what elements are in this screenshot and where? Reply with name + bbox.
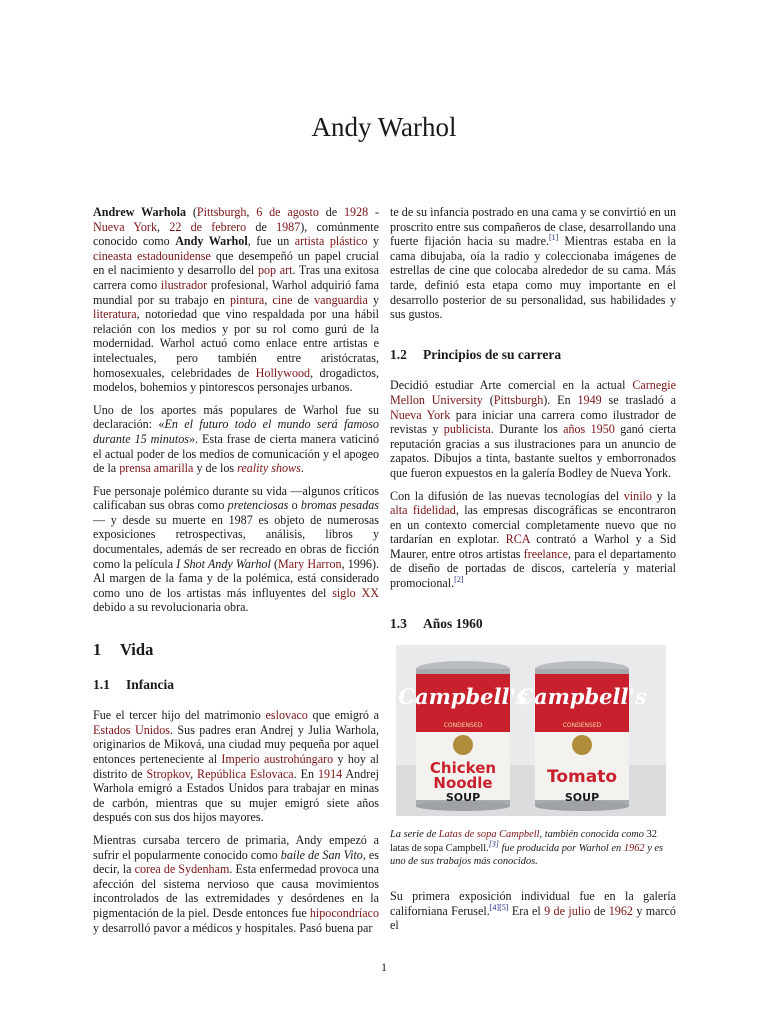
subject-short-name: Andy Warhol — [175, 234, 248, 249]
principios-paragraph-1: Decidió estudiar Arte comercial en la actual Carnegie Mellon University (Pittsburgh). En 1949 se trasladó a Nueva York para iniciar una carrera como ilustrador de revistas y publicista. Durante los años 1950 ganó cierta reputación gracias a sus ilustraciones para un anuncio de zapatos. Dibujos a tinta, bastante sueltos y emborronados que fueron expuestos en la galería Bodley de Nueva York. — [390, 378, 677, 480]
link-hollywood[interactable]: Hollywood — [255, 365, 311, 380]
link-republica-eslovaca[interactable]: República Eslovaca — [197, 766, 294, 781]
link-22-febrero[interactable]: 22 de febrero — [169, 219, 247, 234]
reference-3[interactable]: [3] — [488, 839, 499, 849]
svg-text:Tomato: Tomato — [546, 767, 618, 788]
film-title: I Shot Andy Warhol — [176, 556, 271, 571]
svg-text:CONDENSED: CONDENSED — [443, 722, 483, 730]
link-literatura[interactable]: literatura — [93, 307, 137, 322]
link-siglo-xx[interactable]: siglo XX — [332, 585, 379, 600]
svg-text:Campbell's: Campbell's — [398, 684, 528, 710]
link-pittsburgh[interactable]: Pittsburgh — [196, 205, 247, 219]
svg-text:Chicken: Chicken — [429, 759, 497, 778]
link-pop-art[interactable]: pop art — [257, 263, 293, 278]
left-column — [93, 205, 379, 943]
link-publicista[interactable]: publicista — [443, 422, 491, 437]
link-reality-shows[interactable]: reality shows — [237, 461, 301, 476]
svg-text:Noodle: Noodle — [433, 774, 493, 793]
svg-text:SOUP: SOUP — [564, 791, 600, 805]
campbell-soup-image — [396, 645, 666, 816]
link-corea-sydenham[interactable]: corea de Sydenham — [134, 862, 230, 877]
link-9-julio[interactable]: 9 de julio — [544, 903, 591, 918]
link-pittsburgh-2[interactable]: Pittsburgh — [493, 392, 544, 407]
link-mary-harron[interactable]: Mary Harron — [278, 556, 342, 571]
link-eslovaco[interactable]: eslovaco — [265, 708, 308, 723]
link-vinilo[interactable]: vinilo — [623, 488, 652, 503]
right-column — [390, 205, 676, 941]
link-1914[interactable]: 1914 — [317, 766, 343, 781]
link-freelance[interactable]: freelance — [523, 546, 568, 561]
subsection-heading-principios: 1.2 Principios de su carrera — [390, 346, 562, 362]
link-1987[interactable]: 1987 — [276, 219, 301, 234]
link-1962[interactable]: 1962 — [608, 903, 633, 918]
link-vanguardia[interactable]: vanguardia — [314, 292, 368, 307]
anos-1960-paragraph-1: Su primera exposición individual fue en la galería californiana Ferusel.[4][5] Era el 9 de julio de 1962 y marcó el — [390, 889, 676, 933]
link-rca[interactable]: RCA — [505, 532, 530, 547]
link-6-agosto[interactable]: 6 de agosto — [256, 205, 319, 219]
infancia-paragraph-3: te de su infancia postrado en una cama y se convirtió en un proscrito entre sus compañeros de clase, desarrollando una fuerte fijación hacia su madre.[1] Mientras estaba en la cama dibujaba, oía la radio y coleccionaba imágenes de estrellas de cine que colocaba alrededor de su cama. Más tarde, definió esta etapa como muy importante en el desarrollo posterior de su personalidad, sus habilidades y sus gustos. — [390, 205, 676, 322]
figure-caption: La serie de Latas de sopa Campbell, también conocida como 32 latas de sopa Campbell.[3] fue producida por Warhol en 1962 y es uno de sus trabajos más conocidos. — [390, 829, 664, 868]
link-cine[interactable]: cine — [272, 292, 293, 307]
link-imperio-austrohungaro[interactable]: Imperio austrohúngaro — [221, 752, 334, 766]
page-number: 1 — [381, 960, 387, 974]
reference-4-5[interactable]: [4][5] — [489, 902, 509, 912]
intro-paragraph-1: Andrew Warhola (Pittsburgh, 6 de agosto de 1928 - Nueva York, 22 de febrero de 1987), comúnmente conocido como Andy Warhol, fue un artista plástico y cineasta estadounidense que desempeñó un papel crucial en el nacimiento y desarrollo del pop art. Tras una exitosa carrera como ilustrador profesional, Warhol adquirió fama mundial por su trabajo en pintura, cine de vanguardia y literatura, notoriedad que vino respaldada por una hábil relación con los medios y por su rol como gurú de la modernidad. Warhol actuó como enlace entre artistas e intelectuales, pero también entre aristócratas, homosexuales, celebridades de Hollywood, drogadictos, modelos, bohemios y pintorescos personajes urbanos. — [93, 205, 380, 395]
section-heading-vida: 1 Vida — [93, 640, 154, 660]
link-1962-caption[interactable]: 1962 — [623, 842, 645, 854]
link-artista-plastico[interactable]: artista plástico — [294, 234, 368, 249]
link-carnegie-mellon[interactable]: Carnegie Mellon University — [390, 378, 676, 407]
chicken-noodle-can — [398, 661, 528, 811]
svg-text:Campbell's: Campbell's — [517, 684, 647, 710]
svg-text:SOUP: SOUP — [445, 791, 481, 805]
link-hipocondriaco[interactable]: hipocondríaco — [309, 905, 379, 920]
page-title: Andy Warhol — [311, 112, 457, 142]
link-nueva-york-2[interactable]: Nueva York — [390, 407, 451, 422]
famous-quote: En el futuro todo el mundo será famoso durante 15 minutos — [93, 417, 379, 446]
link-1949[interactable]: 1949 — [577, 392, 602, 407]
svg-text:CONDENSED: CONDENSED — [562, 722, 602, 730]
reference-2[interactable]: [2] — [454, 575, 464, 585]
link-stropkov[interactable]: Stropkov — [146, 766, 191, 781]
link-anos-1950[interactable]: años 1950 — [563, 422, 615, 437]
intro-paragraph-2: Uno de los aportes más populares de Warhol fue su declaración: «En el futuro todo el mundo será famoso durante 15 minutos». Esta frase de cierta manera vaticinó el actual poder de los medios de comunicación y el apogeo de la prensa amarilla y de los reality shows. — [93, 402, 379, 476]
link-prensa-amarilla[interactable]: prensa amarilla — [119, 461, 194, 476]
intro-paragraph-3: Fue personaje polémico durante su vida —algunos críticos calificaban sus obras como pretenciosas o bromas pesadas— y desde su muerte en 1987 es objeto de numerosas exposiciones retrospectivas, análisis, libros y documentales, además de ser recreado en obras de ficción como la película I Shot Andy Warhol (Mary Harron, 1996). Al margen de la fama y de la polémica, está considerado como uno de los artistas más influyentes del siglo XX debido a su revolucionaria obra. — [93, 483, 379, 615]
subject-name: Andrew Warhola — [93, 205, 187, 219]
link-alta-fidelidad[interactable]: alta fidelidad — [390, 503, 456, 518]
reference-1[interactable]: [1] — [548, 233, 559, 243]
link-ilustrador[interactable]: ilustrador — [160, 277, 208, 292]
subsection-heading-anos-1960: 1.3 Años 1960 — [390, 615, 483, 631]
link-estados-unidos[interactable]: Estados Unidos — [93, 722, 170, 737]
link-1928[interactable]: 1928 — [343, 205, 369, 219]
infancia-paragraph-1: Fue el tercer hijo del matrimonio eslovaco que emigró a Estados Unidos. Sus padres eran Andrej y Julia Warhola, originarios de Miková, una ciudad muy pequeña por aquel entonces perteneciente al Imperio austrohúngaro y hoy al distrito de Stropkov, República Eslovaca. En 1914 Andrej Warhola emigró a Estados Unidos para trabajar en minas de carbón, mientras que su mujer emigró siete años después con sus dos hijos mayores. — [93, 708, 380, 825]
infancia-paragraph-2: Mientras cursaba tercero de primaria, Andy empezó a sufrir el popularmente conocido como baile de San Vito, es decir, la corea de Sydenham. Esta enfermedad provoca una afección del sistema nervioso que causa movimientos incontrolados de las extremidades y desórdenes en la pigmentación de la piel. Desde entonces fue hipocondríaco y desarrolló pavor a médicos y hospitales. Pasó buena par — [93, 832, 379, 935]
link-latas-sopa[interactable]: Latas de sopa Campbell — [438, 829, 540, 841]
link-pintura[interactable]: pintura — [229, 292, 265, 307]
subsection-heading-infancia: 1.1 Infancia — [93, 676, 175, 692]
link-cineasta[interactable]: cineasta estadounidense — [93, 248, 211, 263]
tomato-can — [517, 661, 647, 811]
principios-paragraph-2: Con la difusión de las nuevas tecnologías del vinilo y la alta fidelidad, las empresas discográficas se encontraron en un contexto comercial completamente nuevo que no tardarían en explotar. RCA contrató a Warhol y a Sid Maurer, entre otros artistas freelance, para el departamento de diseño de portadas de discos, cartelería y material promocional.[2] — [390, 488, 676, 591]
link-nueva-york[interactable]: Nueva York — [93, 219, 157, 234]
